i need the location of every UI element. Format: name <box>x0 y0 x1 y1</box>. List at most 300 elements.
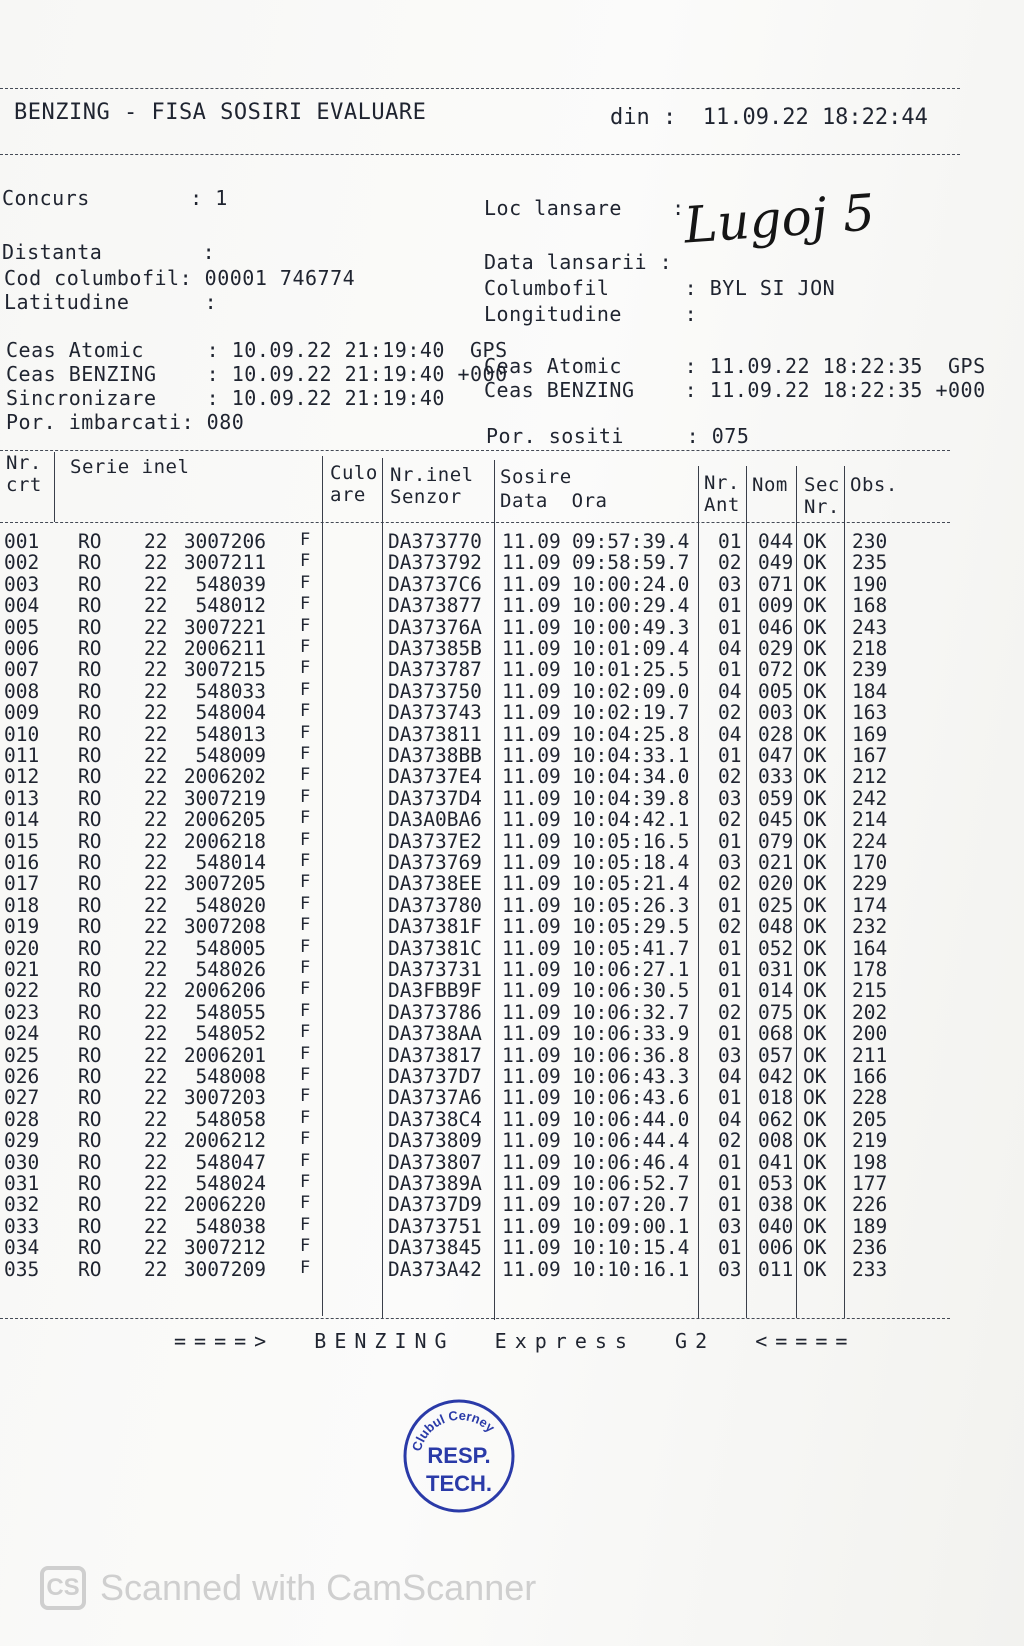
row-nom: 005 <box>758 679 794 703</box>
row-antenna: 01 <box>718 1236 742 1260</box>
table-row <box>0 1086 1000 1108</box>
row-country: RO <box>78 530 102 553</box>
row-nom: 048 <box>758 915 794 939</box>
row-nr: 002 <box>4 551 40 575</box>
row-nom: 006 <box>758 1236 794 1260</box>
row-date: 11.09 <box>502 915 561 939</box>
row-year: 22 <box>144 958 168 981</box>
row-time: 10:02:19.7 <box>572 701 690 725</box>
din-label: din : <box>610 105 677 130</box>
row-obs: 218 <box>852 637 888 660</box>
row-obs: 166 <box>852 1065 888 1088</box>
row-sensor-ring: DA373809 <box>388 1129 482 1153</box>
row-nom: 057 <box>758 1043 794 1067</box>
row-nom: 028 <box>758 722 794 746</box>
row-sec: OK <box>803 765 827 789</box>
row-nr: 024 <box>4 1022 40 1046</box>
row-year: 22 <box>144 979 168 1003</box>
info-distanta: Distanta : <box>2 240 216 264</box>
row-obs: 239 <box>852 658 888 682</box>
row-sensor-ring: DA3738C4 <box>388 1107 482 1131</box>
handwritten-loc-lansare: Lugoj 5 <box>682 183 877 255</box>
table-row <box>0 979 1000 1001</box>
row-sec: OK <box>803 1257 827 1281</box>
row-nr: 004 <box>4 594 40 618</box>
row-antenna: 02 <box>718 701 742 725</box>
row-ring-number: 3007212 <box>183 1236 266 1260</box>
row-ring-number: 548024 <box>195 1172 266 1195</box>
table-row <box>0 530 1000 552</box>
row-date: 11.09 <box>502 1000 561 1024</box>
camscanner-logo-icon: CS <box>40 1566 86 1610</box>
row-antenna: 01 <box>718 936 742 960</box>
row-nr: 003 <box>4 572 40 596</box>
row-nr: 023 <box>4 1000 40 1024</box>
row-sec: OK <box>803 1086 827 1110</box>
row-sex: F <box>300 893 311 914</box>
row-date: 11.09 <box>502 658 561 682</box>
row-sec: OK <box>803 615 827 639</box>
row-sex: F <box>300 1107 311 1128</box>
row-ring-number: 2006211 <box>183 637 266 660</box>
table-row <box>0 1065 1000 1087</box>
row-sex: F <box>300 722 311 743</box>
row-antenna: 03 <box>718 1257 742 1281</box>
row-obs: 224 <box>852 829 888 853</box>
info-ceas-atomic-right: Ceas Atomic : 11.09.22 18:22:35 GPS <box>484 354 986 378</box>
row-ring-number: 3007203 <box>183 1086 266 1110</box>
row-date: 11.09 <box>502 572 561 596</box>
row-nr: 030 <box>4 1150 40 1174</box>
row-country: RO <box>78 1172 102 1195</box>
row-sec: OK <box>803 1107 827 1131</box>
table-bottom-rule <box>0 1318 950 1319</box>
row-date: 11.09 <box>502 829 561 853</box>
row-date: 11.09 <box>502 1150 561 1174</box>
row-date: 11.09 <box>502 958 561 981</box>
row-year: 22 <box>144 1022 168 1046</box>
row-antenna: 03 <box>718 786 742 810</box>
table-row <box>0 1236 1000 1258</box>
table-row <box>0 1172 1000 1194</box>
row-sec: OK <box>803 1236 827 1260</box>
row-time: 10:06:36.8 <box>572 1043 690 1067</box>
th-serie-inel: Serie inel <box>70 456 190 478</box>
row-sex: F <box>300 979 311 1000</box>
row-obs: 163 <box>852 701 888 725</box>
row-date: 11.09 <box>502 1043 561 1067</box>
table-row <box>0 723 1000 745</box>
row-nom: 042 <box>758 1065 794 1088</box>
row-country: RO <box>78 701 102 725</box>
camscanner-watermark <box>40 1566 536 1610</box>
row-ring-number: 3007221 <box>183 615 266 639</box>
row-ring-number: 548008 <box>195 1065 266 1088</box>
row-ring-number: 548052 <box>195 1022 266 1046</box>
row-ring-number: 548058 <box>195 1107 266 1131</box>
row-obs: 236 <box>852 1236 888 1260</box>
row-obs: 168 <box>852 594 888 618</box>
row-date: 11.09 <box>502 1172 561 1195</box>
row-nom: 038 <box>758 1193 794 1217</box>
row-obs: 211 <box>852 1043 888 1067</box>
row-antenna: 04 <box>718 1065 742 1088</box>
row-nr: 035 <box>4 1257 40 1281</box>
row-nom: 072 <box>758 658 794 682</box>
info-loc-lansare: Loc lansare : <box>484 196 685 220</box>
row-nom: 046 <box>758 615 794 639</box>
table-row <box>0 937 1000 959</box>
th-culoare-1: Culo <box>330 462 378 484</box>
row-sex: F <box>300 958 311 978</box>
row-sec: OK <box>803 1172 827 1195</box>
row-time: 10:04:42.1 <box>572 808 690 832</box>
row-year: 22 <box>144 1214 168 1238</box>
row-obs: 198 <box>852 1150 888 1174</box>
row-country: RO <box>78 1000 102 1024</box>
row-country: RO <box>78 872 102 896</box>
row-obs: 200 <box>852 1022 888 1046</box>
row-nr: 013 <box>4 786 40 810</box>
row-nr: 020 <box>4 936 40 960</box>
table-row <box>0 787 1000 809</box>
row-sec: OK <box>803 701 827 725</box>
row-sensor-ring: DA373811 <box>388 722 482 746</box>
table-row <box>0 1193 1000 1215</box>
row-year: 22 <box>144 893 168 917</box>
row-time: 10:00:29.4 <box>572 594 690 618</box>
row-time: 10:06:33.9 <box>572 1022 690 1046</box>
row-sensor-ring: DA373770 <box>388 530 482 553</box>
row-date: 11.09 <box>502 851 561 874</box>
row-year: 22 <box>144 722 168 746</box>
table-row <box>0 1044 1000 1066</box>
row-nom: 003 <box>758 701 794 725</box>
row-ring-number: 2006212 <box>183 1129 266 1153</box>
row-year: 22 <box>144 1172 168 1195</box>
row-nr: 010 <box>4 722 40 746</box>
row-nr: 027 <box>4 1086 40 1110</box>
table-row <box>0 872 1000 894</box>
row-country: RO <box>78 551 102 575</box>
row-antenna: 01 <box>718 893 742 917</box>
stamp-line-1: RESP. <box>427 1443 491 1468</box>
row-obs: 177 <box>852 1172 888 1195</box>
row-sec: OK <box>803 1129 827 1153</box>
row-sec: OK <box>803 594 827 618</box>
row-sec: OK <box>803 1193 827 1217</box>
th-culoare-2: are <box>330 484 366 506</box>
row-ring-number: 2006205 <box>183 808 266 832</box>
row-antenna: 02 <box>718 1000 742 1024</box>
row-antenna: 01 <box>718 958 742 981</box>
table-row <box>0 808 1000 830</box>
row-antenna: 01 <box>718 658 742 682</box>
row-obs: 232 <box>852 915 888 939</box>
info-por-imbarcati: Por. imbarcati: 080 <box>6 410 245 434</box>
table-row <box>0 744 1000 766</box>
row-nr: 029 <box>4 1129 40 1153</box>
row-sex: F <box>300 851 311 871</box>
row-obs: 164 <box>852 936 888 960</box>
row-date: 11.09 <box>502 936 561 960</box>
row-date: 11.09 <box>502 701 561 725</box>
row-nom: 031 <box>758 958 794 981</box>
row-obs: 215 <box>852 979 888 1003</box>
row-year: 22 <box>144 530 168 553</box>
row-time: 10:05:26.3 <box>572 893 690 917</box>
row-antenna: 03 <box>718 1214 742 1238</box>
row-year: 22 <box>144 658 168 682</box>
row-ring-number: 2006206 <box>183 979 266 1003</box>
info-ceas-benzing-left: Ceas BENZING : 10.09.22 21:19:40 +000 <box>6 362 508 386</box>
table-row <box>0 958 1000 980</box>
info-data-lansarii: Data lansarii : <box>484 250 673 274</box>
th-obs: Obs. <box>850 474 898 496</box>
row-date: 11.09 <box>502 530 561 553</box>
row-sex: F <box>300 1214 311 1235</box>
row-ring-number: 548012 <box>195 594 266 618</box>
row-sex: F <box>300 936 311 957</box>
row-nom: 008 <box>758 1129 794 1153</box>
row-sex: F <box>300 744 311 764</box>
row-country: RO <box>78 658 102 682</box>
row-year: 22 <box>144 808 168 832</box>
row-sensor-ring: DA373786 <box>388 1000 482 1024</box>
row-date: 11.09 <box>502 808 561 832</box>
row-country: RO <box>78 722 102 746</box>
row-time: 10:06:43.3 <box>572 1065 690 1088</box>
row-year: 22 <box>144 915 168 939</box>
row-nr: 026 <box>4 1065 40 1088</box>
row-country: RO <box>78 958 102 981</box>
row-ring-number: 2006201 <box>183 1043 266 1067</box>
row-obs: 205 <box>852 1107 888 1131</box>
row-sex: F <box>300 679 311 700</box>
row-sensor-ring: DA373780 <box>388 893 482 917</box>
row-time: 10:02:09.0 <box>572 679 690 703</box>
table-row <box>0 616 1000 638</box>
row-sec: OK <box>803 722 827 746</box>
row-year: 22 <box>144 615 168 639</box>
table-row <box>0 637 1000 659</box>
row-country: RO <box>78 786 102 810</box>
table-row <box>0 551 1000 573</box>
row-sex: F <box>300 1172 311 1192</box>
row-ring-number: 3007206 <box>183 530 266 553</box>
stamp-line-2: TECH. <box>426 1471 492 1496</box>
row-year: 22 <box>144 1043 168 1067</box>
row-obs: 235 <box>852 551 888 575</box>
row-ring-number: 548009 <box>195 744 266 767</box>
info-sincronizare: Sincronizare : 10.09.22 21:19:40 <box>6 386 445 410</box>
row-nom: 062 <box>758 1107 794 1131</box>
row-date: 11.09 <box>502 679 561 703</box>
row-ring-number: 2006218 <box>183 829 266 853</box>
table-row <box>0 701 1000 723</box>
row-country: RO <box>78 637 102 660</box>
row-nr: 031 <box>4 1172 40 1195</box>
row-date: 11.09 <box>502 551 561 575</box>
row-nom: 033 <box>758 765 794 789</box>
row-ring-number: 2006202 <box>183 765 266 789</box>
row-obs: 189 <box>852 1214 888 1238</box>
row-nom: 018 <box>758 1086 794 1110</box>
row-year: 22 <box>144 872 168 896</box>
row-sex: F <box>300 786 311 807</box>
info-ceas-atomic-left: Ceas Atomic : 10.09.22 21:19:40 GPS <box>6 338 508 362</box>
info-latitudine: Latitudine : <box>4 290 218 314</box>
row-antenna: 04 <box>718 1107 742 1131</box>
row-year: 22 <box>144 1150 168 1174</box>
row-nr: 034 <box>4 1236 40 1260</box>
row-obs: 190 <box>852 572 888 596</box>
row-sensor-ring: DA3737E4 <box>388 765 482 789</box>
row-sec: OK <box>803 637 827 660</box>
table-row <box>0 830 1000 852</box>
row-nom: 040 <box>758 1214 794 1238</box>
row-obs: 178 <box>852 958 888 981</box>
row-obs: 212 <box>852 765 888 789</box>
row-sec: OK <box>803 786 827 810</box>
row-antenna: 03 <box>718 1043 742 1067</box>
row-ring-number: 548004 <box>195 701 266 725</box>
row-country: RO <box>78 1214 102 1238</box>
row-antenna: 03 <box>718 851 742 874</box>
row-nom: 029 <box>758 637 794 660</box>
row-nom: 021 <box>758 851 794 874</box>
row-sex: F <box>300 530 311 550</box>
row-time: 10:00:49.3 <box>572 615 690 639</box>
row-sex: F <box>300 1065 311 1085</box>
row-ring-number: 3007209 <box>183 1257 266 1281</box>
row-date: 11.09 <box>502 1193 561 1217</box>
row-year: 22 <box>144 551 168 575</box>
row-ring-number: 3007219 <box>183 786 266 810</box>
row-time: 10:05:21.4 <box>572 872 690 896</box>
row-country: RO <box>78 594 102 618</box>
row-nr: 006 <box>4 637 40 660</box>
footer-benzing-express: ====> BENZING Express G2 <==== <box>174 1329 856 1353</box>
row-antenna: 02 <box>718 872 742 896</box>
row-country: RO <box>78 1193 102 1217</box>
table-row <box>0 1001 1000 1023</box>
row-antenna: 01 <box>718 594 742 618</box>
row-nom: 053 <box>758 1172 794 1195</box>
row-year: 22 <box>144 1000 168 1024</box>
din-value: 11.09.22 18:22:44 <box>702 105 928 130</box>
row-sensor-ring: DA373769 <box>388 851 482 874</box>
row-year: 22 <box>144 637 168 660</box>
row-sex: F <box>300 658 311 679</box>
row-year: 22 <box>144 936 168 960</box>
row-year: 22 <box>144 786 168 810</box>
row-antenna: 04 <box>718 637 742 660</box>
row-antenna: 01 <box>718 1172 742 1195</box>
row-time: 10:05:18.4 <box>572 851 690 874</box>
row-date: 11.09 <box>502 1065 561 1088</box>
row-nom: 044 <box>758 530 794 553</box>
row-date: 11.09 <box>502 594 561 618</box>
th-sosire-2: Data Ora <box>500 490 608 512</box>
row-sensor-ring: DA3A0BA6 <box>388 808 482 832</box>
row-sex: F <box>300 1129 311 1150</box>
row-country: RO <box>78 1236 102 1260</box>
row-country: RO <box>78 808 102 832</box>
row-antenna: 04 <box>718 679 742 703</box>
col-sep-nr <box>54 452 55 522</box>
table-row <box>0 680 1000 702</box>
row-sec: OK <box>803 679 827 703</box>
row-sensor-ring: DA37389A <box>388 1172 482 1195</box>
row-sec: OK <box>803 808 827 832</box>
table-row <box>0 1258 1000 1280</box>
row-nr: 021 <box>4 958 40 981</box>
table-top-rule <box>0 450 950 451</box>
row-obs: 167 <box>852 744 888 767</box>
row-nr: 033 <box>4 1214 40 1238</box>
row-sex: F <box>300 1150 311 1171</box>
row-time: 10:04:33.1 <box>572 744 690 767</box>
row-sensor-ring: DA37381F <box>388 915 482 939</box>
row-date: 11.09 <box>502 1107 561 1131</box>
row-time: 10:05:41.7 <box>572 936 690 960</box>
row-date: 11.09 <box>502 1022 561 1046</box>
row-sex: F <box>300 594 311 615</box>
row-nom: 075 <box>758 1000 794 1024</box>
row-time: 10:10:15.4 <box>572 1236 690 1260</box>
row-nr: 009 <box>4 701 40 725</box>
row-sex: F <box>300 615 311 636</box>
row-country: RO <box>78 1043 102 1067</box>
row-sensor-ring: DA3738AA <box>388 1022 482 1046</box>
row-time: 10:01:09.4 <box>572 637 690 660</box>
row-date: 11.09 <box>502 872 561 896</box>
row-obs: 219 <box>852 1129 888 1153</box>
row-date: 11.09 <box>502 1236 561 1260</box>
row-year: 22 <box>144 1129 168 1153</box>
row-sec: OK <box>803 1150 827 1174</box>
row-ring-number: 3007215 <box>183 658 266 682</box>
row-nom: 047 <box>758 744 794 767</box>
row-sex: F <box>300 1000 311 1021</box>
row-sec: OK <box>803 979 827 1003</box>
row-sex: F <box>300 765 311 786</box>
row-time: 10:07:20.7 <box>572 1193 690 1217</box>
row-obs: 243 <box>852 615 888 639</box>
row-sex: F <box>300 1022 311 1043</box>
info-por-sositi: Por. sositi : 075 <box>486 424 750 448</box>
row-antenna: 01 <box>718 530 742 553</box>
th-sosire-1: Sosire <box>500 466 572 488</box>
row-nom: 068 <box>758 1022 794 1046</box>
row-ring-number: 548026 <box>195 958 266 981</box>
row-sex: F <box>300 637 311 657</box>
row-sec: OK <box>803 1043 827 1067</box>
row-time: 10:06:27.1 <box>572 958 690 981</box>
info-ceas-benzing-right: Ceas BENZING : 11.09.22 18:22:35 +000 <box>484 378 986 402</box>
row-nr: 015 <box>4 829 40 853</box>
row-nr: 017 <box>4 872 40 896</box>
row-nr: 032 <box>4 1193 40 1217</box>
row-nom: 071 <box>758 572 794 596</box>
row-sensor-ring: DA373792 <box>388 551 482 575</box>
row-obs: 170 <box>852 851 888 874</box>
row-time: 10:00:24.0 <box>572 572 690 596</box>
row-antenna: 01 <box>718 1150 742 1174</box>
table-row <box>0 1129 1000 1151</box>
row-country: RO <box>78 572 102 596</box>
